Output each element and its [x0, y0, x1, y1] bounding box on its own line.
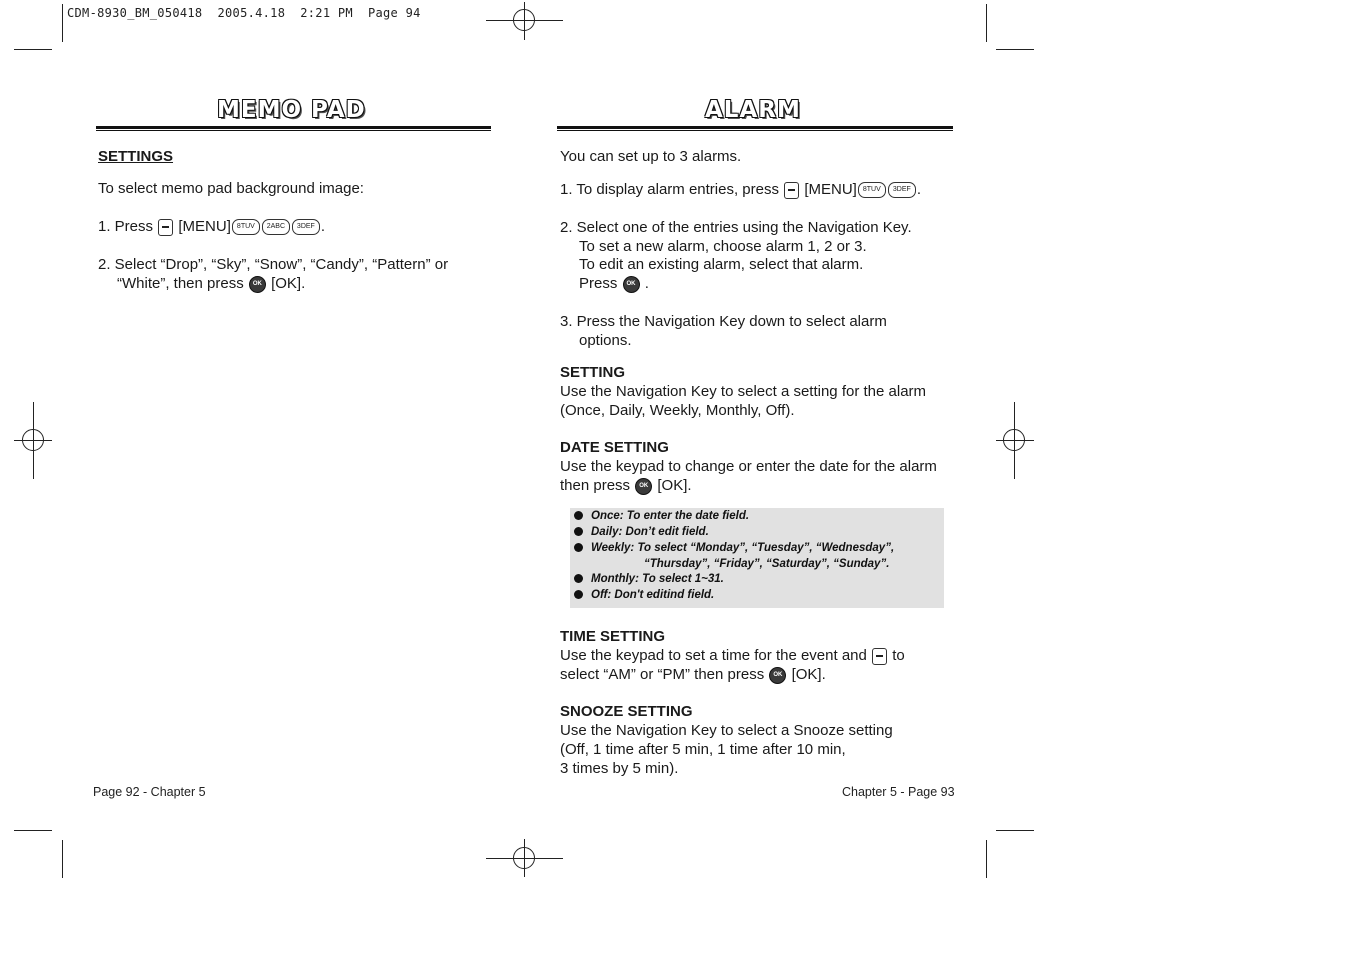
title-rule [557, 126, 953, 131]
number-key-icon: 8TUV [858, 182, 886, 198]
right-footer: Chapter 5 - Page 93 [842, 785, 955, 799]
memo-step-1: 1. Press [MENU] 8TUV 2ABC 3DEF . [98, 218, 326, 235]
snooze-setting-line-2: (Off, 1 time after 5 min, 1 time after 10 min, [560, 741, 846, 758]
alarm-intro: You can set up to 3 alarms. [560, 148, 742, 165]
soft-key-icon [158, 219, 173, 236]
alarm-step-3-line-2: options. [579, 332, 632, 349]
note-item: Off: Don't editind field. [574, 587, 714, 603]
memo-step-2-line-1: 2. Select “Drop”, “Sky”, “Snow”, “Candy”, “Pattern” or [98, 256, 449, 273]
alarm-step-3-line-1: 3. Press the Navigation Key down to select alarm [560, 313, 887, 330]
left-footer: Page 92 - Chapter 5 [93, 785, 206, 799]
alarm-step-2-line-4: Press OK . [579, 275, 649, 292]
memo-step-2-line-2: “White”, then press OK [OK]. [117, 275, 306, 292]
number-key-icon: 3DEF [292, 219, 320, 235]
date-setting-line-2: then press OK [OK]. [560, 477, 692, 494]
bullet-icon [574, 527, 583, 536]
note-item: Once: To enter the date field. [574, 508, 749, 524]
note-item: Daily: Don’t edit field. [574, 524, 709, 540]
settings-heading: SETTINGS [98, 148, 174, 165]
number-key-icon: 3DEF [888, 182, 916, 198]
snooze-setting-line-3: 3 times by 5 min). [560, 760, 679, 777]
time-setting-line-1: Use the keypad to set a time for the event and to [560, 647, 905, 664]
setting-line-2: (Once, Daily, Weekly, Monthly, Off). [560, 402, 795, 419]
ok-key-icon: OK [249, 276, 266, 293]
note-item: Monthly: To select 1~31. [574, 571, 724, 587]
soft-key-icon [872, 648, 887, 665]
number-key-icon: 8TUV [232, 219, 260, 235]
time-setting-line-2: select “AM” or “PM” then press OK [OK]. [560, 666, 826, 683]
ok-key-icon: OK [635, 478, 652, 495]
setting-line-1: Use the Navigation Key to select a setting for the alarm [560, 383, 927, 400]
title-rule [96, 126, 491, 131]
date-setting-line-1: Use the keypad to change or enter the date for the alarm [560, 458, 937, 475]
soft-key-icon [784, 182, 799, 199]
note-item-continued: “Thursday”, “Friday”, “Saturday”, “Sunday”. [644, 558, 890, 570]
alarm-step-2-line-2: To set a new alarm, choose alarm 1, 2 or 3. [579, 238, 867, 255]
time-setting-heading: TIME SETTING [560, 628, 665, 645]
bullet-icon [574, 590, 583, 599]
alarm-title: ALARM [705, 97, 801, 123]
number-key-icon: 2ABC [262, 219, 290, 235]
ok-key-icon: OK [769, 667, 786, 684]
alarm-step-2-line-3: To edit an existing alarm, select that alarm. [579, 256, 864, 273]
note-item: Weekly: To select “Monday”, “Tuesday”, “Wednesday”, [574, 540, 894, 556]
date-setting-heading: DATE SETTING [560, 439, 669, 456]
ok-key-icon: OK [623, 276, 640, 293]
alarm-step-1: 1. To display alarm entries, press [MENU] 8TUV 3DEF . [560, 181, 922, 198]
bullet-icon [574, 574, 583, 583]
print-header: CDM-8930_BM_050418 2005.4.18 2:21 PM Page 94 [67, 6, 421, 20]
bullet-icon [574, 511, 583, 520]
snooze-setting-heading: SNOOZE SETTING [560, 703, 693, 720]
setting-heading: SETTING [560, 364, 626, 381]
bullet-icon [574, 543, 583, 552]
alarm-step-2-line-1: 2. Select one of the entries using the Navigation Key. [560, 219, 912, 236]
snooze-setting-line-1: Use the Navigation Key to select a Snooze setting [560, 722, 893, 739]
memo-pad-title: MEMO PAD [217, 97, 366, 123]
memo-intro: To select memo pad background image: [98, 180, 364, 197]
